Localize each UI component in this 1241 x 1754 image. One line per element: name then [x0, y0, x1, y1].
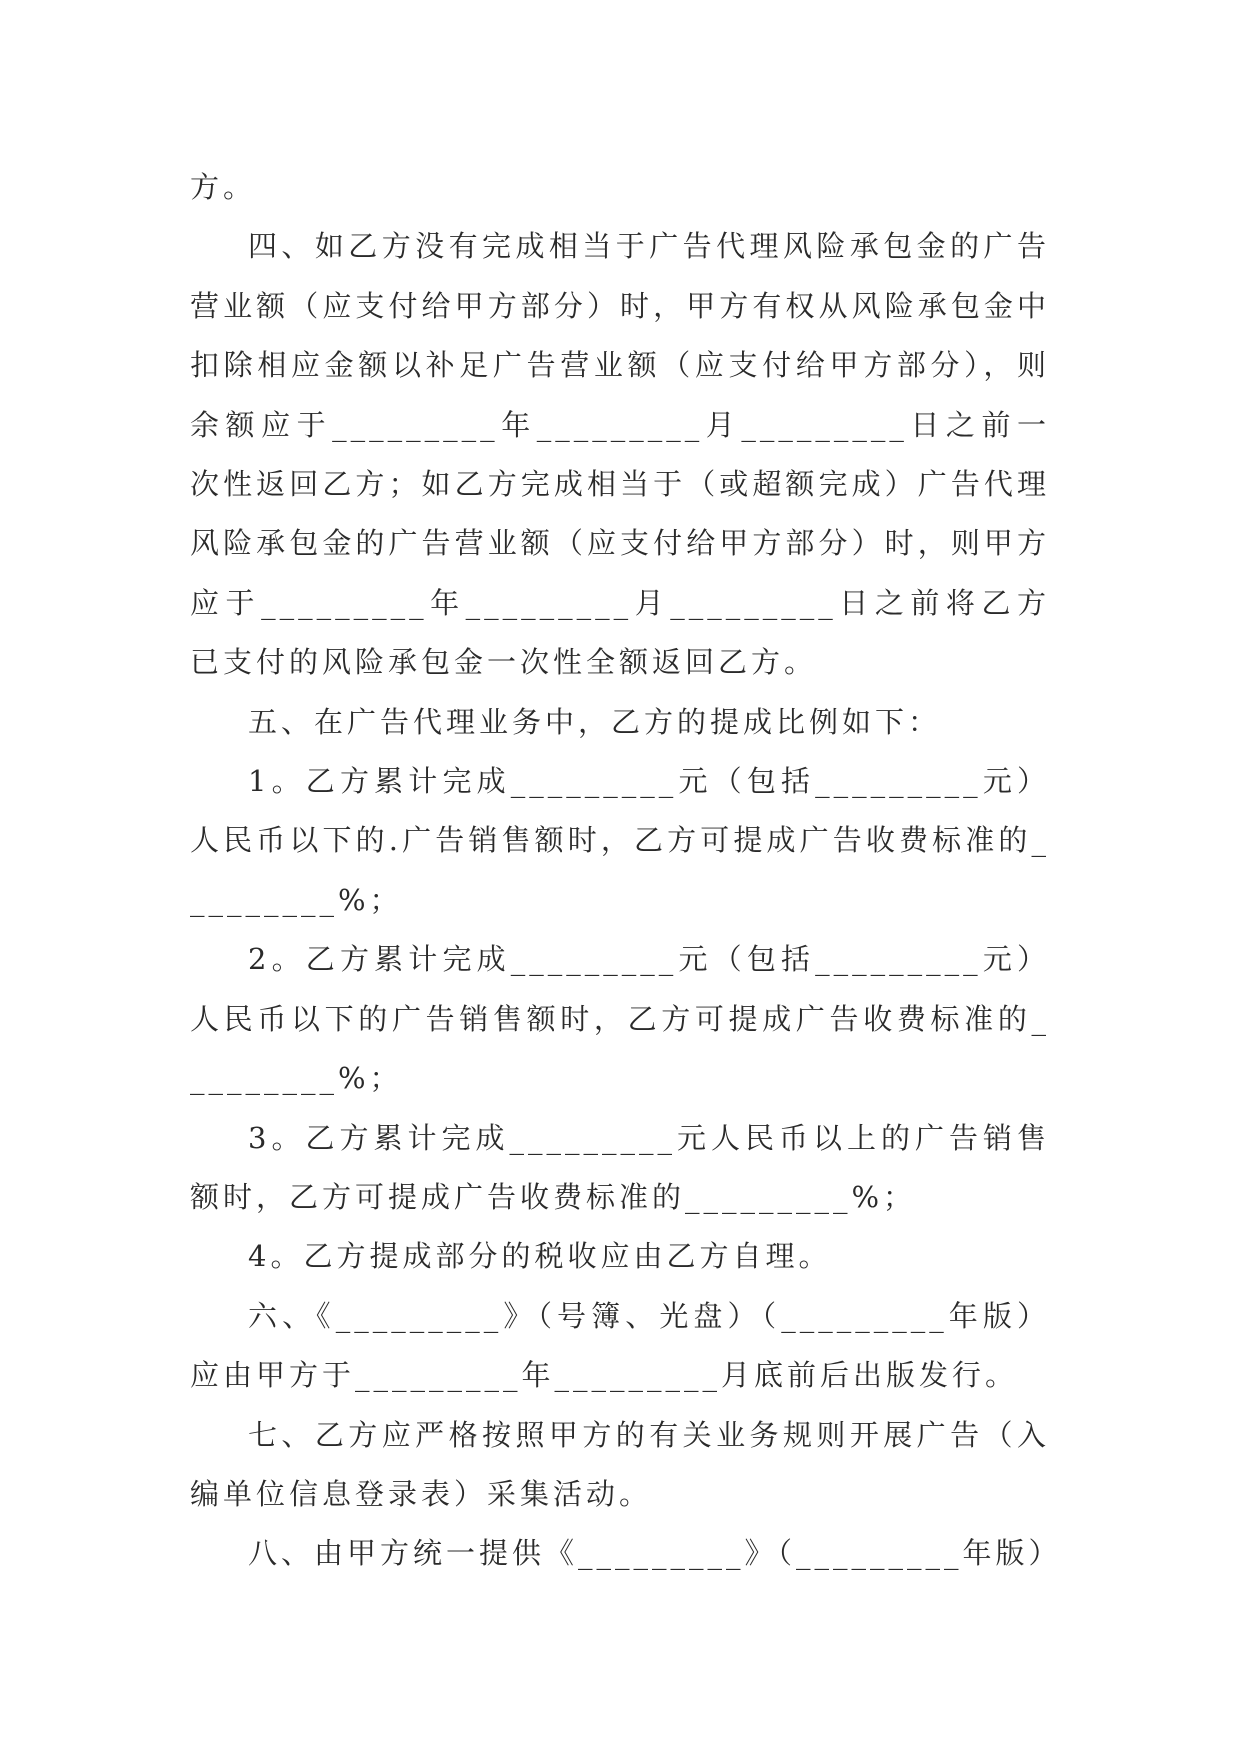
paragraph-clause-4: 四、如乙方没有完成相当于广告代理风险承包金的广告营业额（应支付给甲方部分）时，甲方有权从风险承包金中扣除相应金额以补足广告营业额（应支付给甲方部分），则余额应于_________年_________月_________日之前一次性返回乙方；如乙方完成相当于（或超额完成）广告代理风险承包金的广告营业额（应支付给甲方部分）时，则甲方应于_________年_________月_________日之前将乙方已支付的风险承包金一次性全额返回乙方。	[190, 229, 1050, 680]
paragraph-continuation: 方。	[190, 170, 257, 204]
paragraph-clause-5-item-3: 3。乙方累计完成_________元人民币以上的广告销售额时，乙方可提成广告收费标准的_________%；	[190, 1120, 1050, 1214]
paragraph-clause-5-item-1: 1。乙方累计完成_________元（包括_________元）人民币以下的.广告销售额时，乙方可提成广告收费标准的_________%；	[190, 764, 1050, 917]
paragraph-clause-5-item-4: 4。乙方提成部分的税收应由乙方自理。	[248, 1239, 832, 1274]
paragraph-clause-6: 六、《_________》（号簿、光盘）（_________年版）应由甲方于_________年_________月底前后出版发行。	[190, 1298, 1050, 1393]
paragraph-clause-7: 七、乙方应严格按照甲方的有关业务规则开展广告（入编单位信息登录表）采集活动。	[190, 1417, 1050, 1511]
paragraph-clause-5: 五、在广告代理业务中，乙方的提成比例如下：	[248, 704, 942, 739]
paragraph-clause-5-item-2: 2。乙方累计完成_________元（包括_________元）人民币以下的广告销售额时，乙方可提成广告收费标准的_________%；	[190, 942, 1050, 1096]
paragraph-clause-8: 八、由甲方统一提供《_________》（_________年版）	[248, 1536, 1062, 1571]
document-body	[190, 158, 1062, 1584]
